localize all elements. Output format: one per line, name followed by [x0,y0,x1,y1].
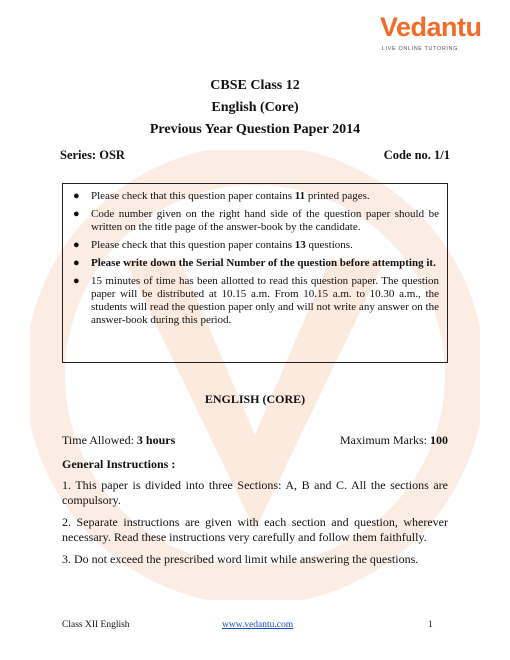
title-subject: English (Core) [211,100,299,115]
footer-website-link[interactable]: www.vedantu.com [222,620,294,630]
general-instruction-3: 3. Do not exceed the prescribed word limit while answering the questions. [62,552,419,566]
title-class: CBSE Class 12 [210,78,300,93]
bullet-icon: ● [73,239,80,251]
instruction-item: ● Please check that this question paper contains 13 questions. [73,239,353,251]
footer-class: Class XII English [62,620,130,630]
maximum-marks: Maximum Marks: 100 [340,433,448,447]
instructions-list [71,190,439,327]
title-paper: Previous Year Question Paper 2014 [149,122,361,137]
time-allowed: Time Allowed: 3 hours [62,433,176,447]
series-label: Series: OSR [60,148,125,162]
general-instruction-2: 2. Separate instructions are given with each section and question, wherever necessary. Read these instructions very carefully and follow them faithfully. [62,515,448,544]
instruction-item: ● Please write down the Serial Number of the question before attempting it. [73,257,436,269]
logo-tagline: LIVE ONLINE TUTORING [382,46,458,52]
instruction-item: ● 15 minutes of time has been allotted to read this question paper. The question paper will be distributed at 10.15 a.m. From 10.15 a.m. to 10.30 a.m., the students will read the question paper only and will not write any answer on the answer-book during this period. [73,275,439,326]
bullet-icon: ● [73,275,80,287]
instruction-item: ● Please check that this question paper contains 11 printed pages. [73,190,370,202]
instructions-box [62,183,448,363]
bullet-icon: ● [73,208,80,220]
footer-page-number: 1 [428,620,433,630]
vedantu-logo [380,12,482,56]
instruction-item: ● Code number given on the right hand side of the question paper should be written on the title page of the answer-book by the candidate. [73,208,439,233]
bullet-icon: ● [73,257,80,269]
general-instructions-title: General Instructions : [62,457,176,471]
bullet-icon: ● [73,190,80,202]
code-label: Code no. 1/1 [383,148,450,162]
logo-brand: Vedantu [380,12,482,42]
general-instruction-1: 1. This paper is divided into three Sections: A, B and C. All the sections are compulsory. [62,478,448,507]
section-title: ENGLISH (CORE) [204,392,306,406]
